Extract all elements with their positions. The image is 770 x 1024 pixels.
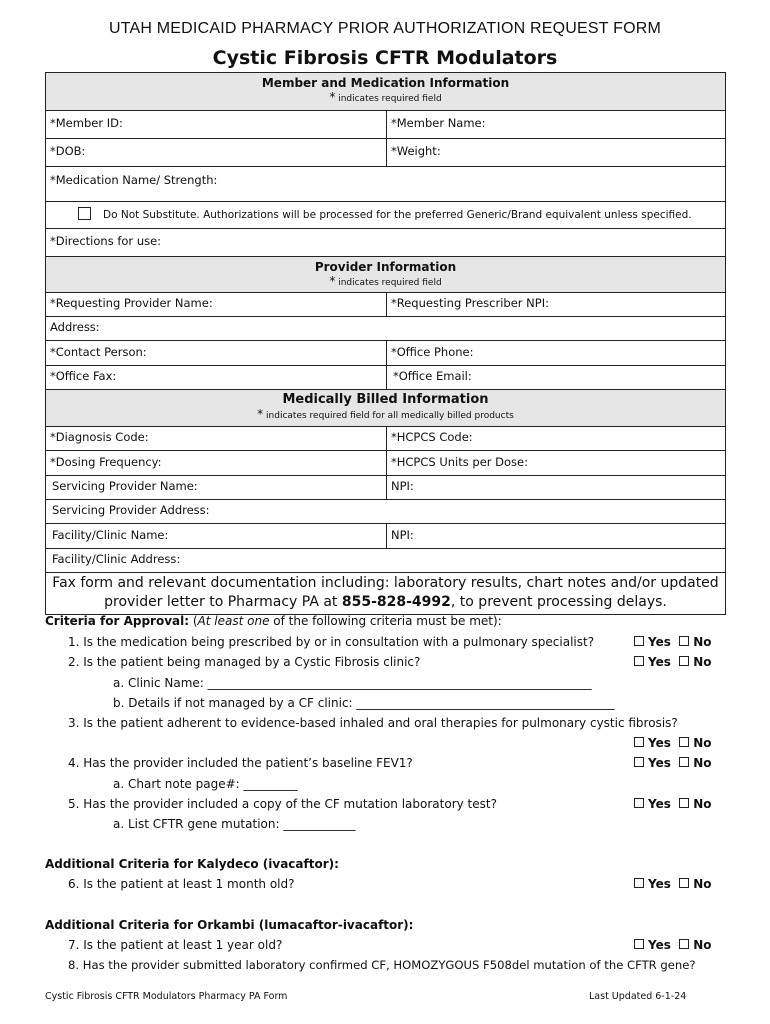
fax-number: 855-828-4992 [341,594,451,610]
no-checkbox [679,656,689,666]
form-title: Cystic Fibrosis CFTR Modulators [212,47,558,69]
question-5a[interactable]: a. List CFTR gene mutation: ____________ [113,817,356,831]
yes-checkbox [634,656,644,666]
servicing-address-field[interactable]: Servicing Provider Address: [52,503,210,517]
pa-form-table [45,72,726,615]
address-field[interactable]: Address: [50,320,100,334]
contact-row [46,340,725,365]
dob-field[interactable]: *DOB: [46,139,387,166]
yes-no-1[interactable]: Yes No [634,635,712,649]
member-name-field[interactable]: *Member Name: [391,116,486,130]
question-2b[interactable]: b. Details if not managed by a CF clinic: ___________________________________________ [113,696,615,710]
member-id-row [46,110,725,138]
servicing-address-row [46,499,725,523]
office-phone-field[interactable]: *Office Phone: [391,345,474,359]
servicing-provider-field[interactable]: Servicing Provider Name: [46,476,387,499]
diagnosis-code-field[interactable]: *Diagnosis Code: [46,427,387,450]
provider-section-header [46,256,725,292]
kalydeco-heading: Additional Criteria for Kalydeco (ivacaftor): [45,857,339,871]
no-checkbox [679,737,689,747]
dosing-row [46,450,725,475]
question-4a[interactable]: a. Chart note page#: _________ [113,777,298,791]
directions-row [46,228,725,256]
yes-no-7[interactable]: Yes No [634,938,712,952]
yes-checkbox [634,798,644,808]
medication-name-field[interactable]: *Medication Name/ Strength: [50,173,218,187]
contact-person-field[interactable]: *Contact Person: [46,341,387,365]
question-1: 1. Is the medication being prescribed by or in consultation with a pulmonary specialist? [68,635,595,649]
fax-instructions-line2: provider letter to Pharmacy PA at 855-828-4992, to prevent processing delays. [104,594,667,610]
dns-checkbox[interactable] [78,207,91,220]
question-6: 6. Is the patient at least 1 month old? [68,877,295,891]
requesting-provider-row [46,292,725,316]
yes-no-6[interactable]: Yes No [634,877,712,891]
yes-checkbox [634,939,644,949]
billed-section-header [46,389,725,426]
facility-row [46,523,725,548]
yes-checkbox [634,636,644,646]
hcpcs-units-field[interactable]: *HCPCS Units per Dose: [391,455,528,469]
criteria-heading: Criteria for Approval: (At least one of the following criteria must be met): [45,614,502,628]
dns-row [46,201,725,228]
member-id-field[interactable]: *Member ID: [46,111,387,138]
no-checkbox [679,878,689,888]
prescriber-npi-field[interactable]: *Requesting Prescriber NPI: [391,296,549,310]
required-note: * indicates required field [329,90,442,104]
question-2: 2. Is the patient being managed by a Cystic Fibrosis clinic? [68,655,421,669]
dob-row [46,138,725,166]
question-3: 3. Is the patient adherent to evidence-based inhaled and oral therapies for pulmonary cystic fibrosis? [68,716,678,730]
dns-option [46,202,725,228]
servicing-npi-field[interactable]: NPI: [391,479,414,493]
member-section-header [46,73,725,110]
dosing-frequency-field[interactable]: *Dosing Frequency: [46,451,387,475]
yes-checkbox [634,737,644,747]
no-checkbox [679,939,689,949]
question-7: 7. Is the patient at least 1 year old? [68,938,283,952]
form-agency-title: UTAH MEDICAID PHARMACY PRIOR AUTHORIZATION REQUEST FORM [108,20,662,37]
servicing-provider-row [46,475,725,499]
question-5: 5. Has the provider included a copy of the CF mutation laboratory test? [68,797,497,811]
fax-instructions-line1: Fax form and relevant documentation including: laboratory results, chart notes and/or updated [52,575,719,591]
question-8: 8. Has the provider submitted laboratory confirmed CF, HOMOZYGOUS F508del mutation of the CFTR gene? [68,958,696,972]
yes-no-4[interactable]: Yes No [634,756,712,770]
facility-name-field[interactable]: Facility/Clinic Name: [46,524,387,548]
footer-last-updated: Last Updated 6-1-24 [589,991,687,1002]
fax-email-row [46,365,725,389]
footer-form-name: Cystic Fibrosis CFTR Modulators Pharmacy PA Form [45,991,288,1002]
dns-label: Do Not Substitute. Authorizations will be processed for the preferred Generic/Brand equivalent unless specified. [103,209,692,221]
medication-row [46,166,725,201]
facility-address-row [46,548,725,572]
yes-checkbox [634,757,644,767]
required-note: * indicates required field [329,274,442,288]
orkambi-heading: Additional Criteria for Orkambi (lumacaftor-ivacaftor): [45,918,414,932]
provider-section-title: Provider Information [314,260,457,274]
no-checkbox [679,757,689,767]
office-fax-field[interactable]: *Office Fax: [46,366,387,389]
member-section-title: Member and Medication Information [261,76,510,90]
yes-no-5[interactable]: Yes No [634,797,712,811]
yes-checkbox [634,878,644,888]
no-checkbox [679,798,689,808]
directions-field[interactable]: *Directions for use: [50,234,162,248]
question-2a[interactable]: a. Clinic Name: ________________________________________________________________ [113,676,592,690]
facility-npi-field[interactable]: NPI: [391,528,414,542]
weight-field[interactable]: *Weight: [391,144,441,158]
office-email-field[interactable]: *Office Email: [393,369,472,383]
yes-no-2[interactable]: Yes No [634,655,712,669]
address-row [46,316,725,340]
billed-section-title: Medically Billed Information [282,392,489,407]
facility-address-field[interactable]: Facility/Clinic Address: [52,552,181,566]
hcpcs-code-field[interactable]: *HCPCS Code: [391,430,473,444]
question-4: 4. Has the provider included the patient’s baseline FEV1? [68,756,413,770]
no-checkbox [679,636,689,646]
requesting-provider-field[interactable]: *Requesting Provider Name: [46,293,387,316]
diagnosis-row [46,426,725,450]
yes-no-3[interactable]: Yes No [634,736,712,750]
fax-instructions [46,572,725,614]
required-note: * indicates required field for all medically billed products [257,407,514,421]
